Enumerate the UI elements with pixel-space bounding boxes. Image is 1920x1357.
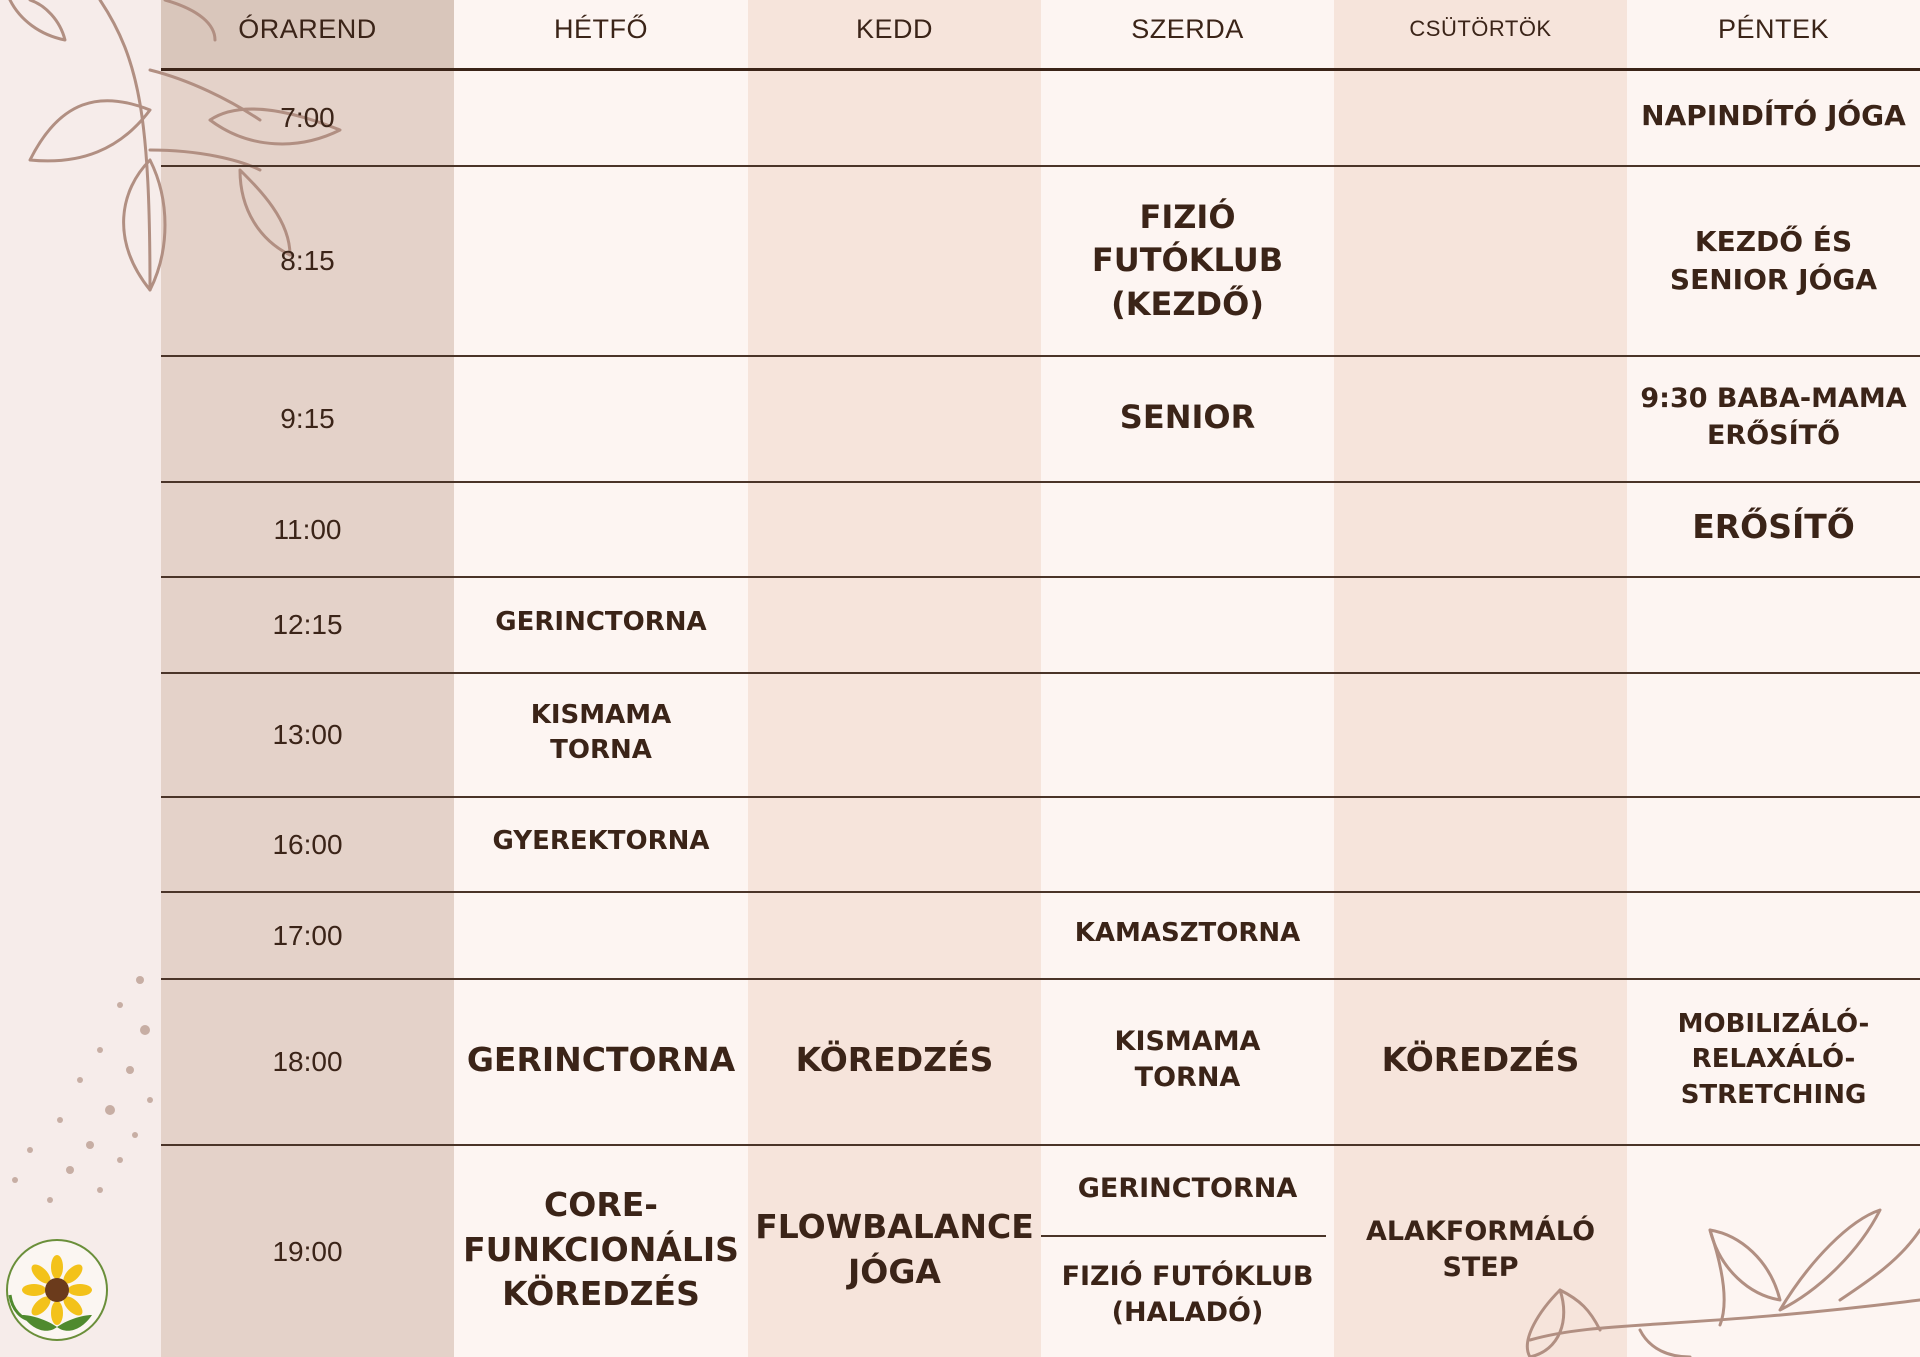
time-label: 13:00 bbox=[272, 719, 343, 750]
header-wednesday: SZERDA bbox=[1131, 13, 1244, 44]
time-label: 9:15 bbox=[280, 403, 335, 434]
class-gerinctorna: GERINCTORNA bbox=[495, 607, 707, 638]
class-fizio-futoklub-halado: FIZIÓ FUTÓKLUB (HALADÓ) bbox=[1061, 1260, 1314, 1328]
class-baba-mama-erosito: 9:30 BABA-MAMA ERŐSÍTŐ bbox=[1640, 383, 1907, 451]
time-label: 12:15 bbox=[272, 609, 343, 640]
time-label: 7:00 bbox=[280, 101, 335, 133]
header-timetable: ÓRAREND bbox=[238, 13, 377, 44]
header-thursday: CSÜTÖRTÖK bbox=[1409, 16, 1552, 41]
header-friday: PÉNTEK bbox=[1717, 13, 1830, 44]
class-erosito: ERŐSÍTŐ bbox=[1692, 506, 1855, 546]
header-monday: HÉTFŐ bbox=[554, 13, 648, 44]
speckle-dots-decoration bbox=[0, 960, 160, 1220]
class-kezdo-es-senior-joga: KEZDŐ ÉS SENIOR JÓGA bbox=[1669, 225, 1878, 296]
class-core-funkcionalis-koredzes: CORE-FUNKCIONÁLIS KÖREDZÉS bbox=[463, 1185, 739, 1314]
class-gerinctorna: GERINCTORNA bbox=[466, 1039, 736, 1079]
class-mobilizalo-relaxalo-stretching: MOBILIZÁLÓ-RELAXÁLÓ-STRETCHING bbox=[1677, 1009, 1870, 1110]
class-kamasztorna: KAMASZTORNA bbox=[1074, 917, 1301, 948]
time-label: 18:00 bbox=[272, 1046, 343, 1077]
time-label: 8:15 bbox=[280, 245, 335, 276]
class-napindito-joga: NAPINDÍTÓ JÓGA bbox=[1641, 99, 1906, 133]
class-alakformalo-step: ALAKFORMÁLÓ STEP bbox=[1365, 1215, 1596, 1283]
class-kismama-torna: KISMAMA TORNA bbox=[530, 699, 672, 765]
class-koredzes: KÖREDZÉS bbox=[1381, 1039, 1580, 1079]
header-tuesday: KEDD bbox=[855, 13, 933, 44]
class-flowbalance-joga: FLOWBALANCE JÓGA bbox=[755, 1207, 1034, 1291]
class-gyerektorna: GYEREKTORNA bbox=[492, 826, 710, 857]
wednesday-19-split-line bbox=[1041, 1235, 1326, 1237]
time-label: 17:00 bbox=[272, 919, 343, 951]
time-label: 19:00 bbox=[272, 1235, 343, 1267]
class-koredzes: KÖREDZÉS bbox=[795, 1039, 994, 1079]
time-label: 11:00 bbox=[273, 513, 342, 545]
class-senior: SENIOR bbox=[1119, 397, 1256, 436]
class-gerinctorna: GERINCTORNA bbox=[1077, 1172, 1298, 1204]
class-kismama-torna: KISMAMA TORNA bbox=[1114, 1025, 1261, 1093]
time-label: 16:00 bbox=[272, 828, 343, 860]
sunflower-logo bbox=[2, 1235, 112, 1345]
class-fizio-futoklub-kezdo: FIZIÓ FUTÓKLUB (KEZDŐ) bbox=[1091, 198, 1284, 323]
